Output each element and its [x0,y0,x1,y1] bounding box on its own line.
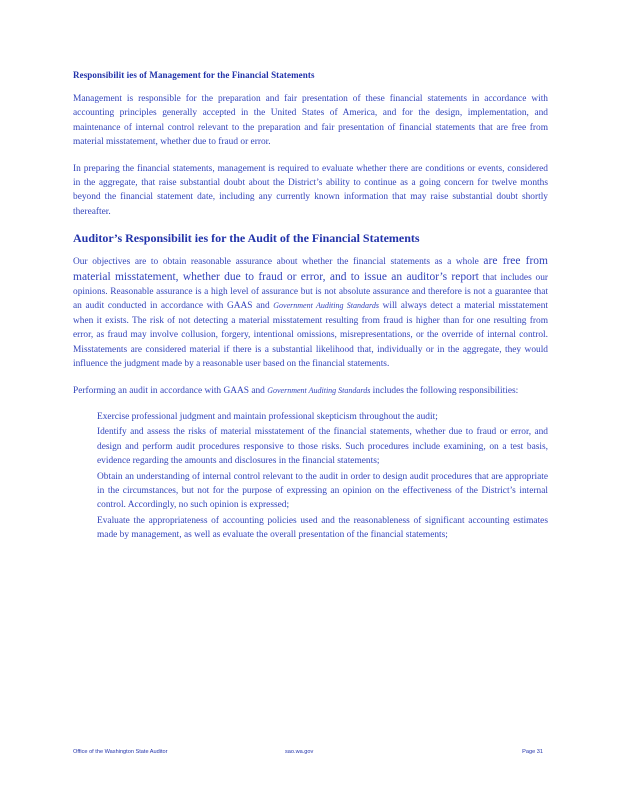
text-span-large: are free from material misstatement, whether due to fraud or error, and to issue an auditor’s report [73,255,548,283]
page-number: 31 [536,749,543,755]
paragraph-auditor-objectives [73,254,548,371]
list-item [73,470,548,513]
footer-website: sao.wa.gov [285,749,314,755]
responsibilities-list [73,410,548,543]
footer-office: Office of the Washington State Auditor [73,749,168,755]
document-page [73,70,548,544]
paragraph-management-responsibility: Management is responsible for the preparation and fair presentation of these financial statements in accordance with accounting principles generally accepted in the United States of America, and for the design, implementation, and maintenance of internal control relevant to the preparation and fair presentation of financial statements that are free from material misstatement, whether due to fraud or error. [73,94,548,148]
paragraph-gaas-intro [73,384,548,398]
section-heading-auditor: Auditor’s Responsibilit ies for the Audit of the Financial Statements [73,231,420,246]
list-item-text: Evaluate the appropriateness of accounting policies used and the reasonableness of significant accounting estimates made by management, as well as evaluate the overall presentation of the financial statements; [97,515,548,541]
text-span-italic: Government Auditing Standards [267,385,371,395]
paragraph-going-concern: In preparing the financial statements, management is required to evaluate whether there are conditions or events, considered in the aggregate, that raise substantial doubt about the District’s ability to continue as a going concern for twelve months beyond the financial statement date, including any currently known information that may raise substantial doubt shortly thereafter. [73,163,548,217]
list-item [73,514,548,543]
list-item-text: Exercise professional judgment and maintain professional skepticism throughout the audit; [97,411,438,422]
page-label: Page [522,749,536,755]
text-span: that includes our opinions. Reasonable assurance is a high level of assurance but is not absolute assurance and therefore is not a guarantee that an audit conducted in accordance with GAAS and [73,272,549,312]
list-item-text: Identify and assess the risks of material misstatement of the financial statements, whether due to fraud or error, and design and perform audit procedures responsive to those risks. Such procedures include examining, on a test basis, evidence regarding the amounts and disclosures in the financial statements; [97,427,548,467]
text-span: Performing an audit in accordance with GAAS and [73,385,265,396]
footer-page [522,749,543,755]
list-item [73,425,548,468]
list-item [73,410,548,424]
text-span: Our objectives are to obtain reasonable assurance about whether the financial statements as a whole [73,257,479,268]
text-span-italic: Government Auditing Standards [273,301,379,311]
section-heading-management: Responsibilit ies of Management for the Financial Statements [73,70,315,80]
text-span: will always detect a material misstatement when it exists. The risk of not detecting a material misstatement resulting from fraud is higher than for one resulting from error, as fraud may involve collusion, forgery, intentional omissions, misrepresentations, or the override of internal control. Misstatements are considered material if there is a substantial likelihood that, individually or in the aggregate, they would influence the judgment made by a reasonable user based on the financial statements. [73,301,549,370]
text-span: includes the following responsibilities: [372,385,519,396]
list-item-text: Obtain an understanding of internal control relevant to the audit in order to design audit procedures that are appropriate in the circumstances, but not for the purpose of expressing an opinion on the effectiveness of the District’s internal control. Accordingly, no such opinion is expressed; [97,471,548,511]
